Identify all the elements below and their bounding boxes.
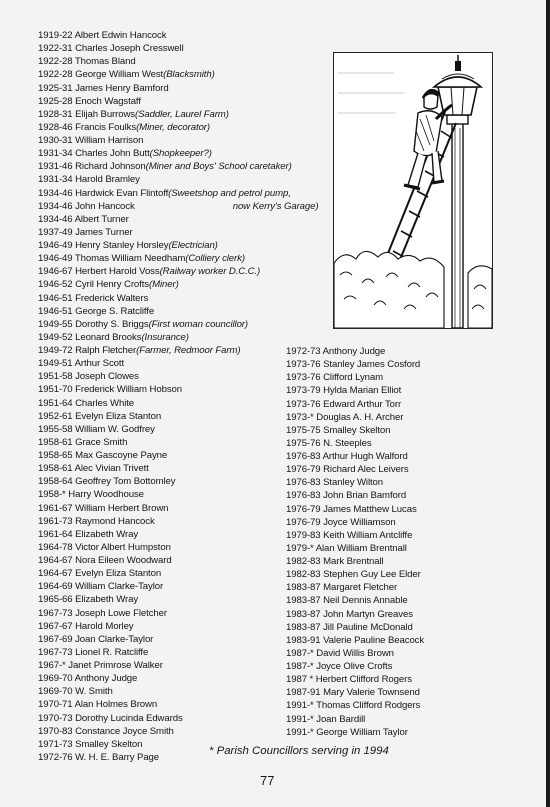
term-years: 1958-61: [38, 463, 73, 475]
councillor-name: Thomas Bland: [74, 56, 136, 68]
term-years: 1934-46: [38, 187, 73, 199]
lamplighter-illustration: [333, 52, 493, 329]
councillor-name: George William Taylor: [316, 726, 408, 738]
term-years: 1991-*: [286, 713, 314, 725]
councillor-name: Joseph Clowes: [75, 371, 139, 383]
councillor-name: Smalley Skelton: [75, 738, 143, 750]
councillor-name: Evelyn Eliza Stanton: [75, 568, 162, 580]
councillor-entry: [38, 567, 328, 580]
term-years: 1987-91: [286, 687, 321, 699]
councillor-name: Thomas William Needham: [74, 253, 186, 265]
councillor-name: Raymond Hancock: [75, 515, 155, 527]
term-years: 1973-76: [286, 372, 321, 384]
councillor-name: Victor Albert Humpston: [75, 541, 171, 553]
councillor-name: Ralph Fletcher: [75, 345, 137, 356]
councillor-entry: [286, 621, 536, 634]
councillor-entry: [286, 529, 536, 542]
councillor-entry: [38, 502, 328, 515]
councillor-entry: [38, 68, 328, 81]
occupation-note: (Sweetshop and petrol pump,: [168, 187, 291, 199]
occupation-note: (Railway worker D.C.C.): [159, 266, 261, 278]
councillor-entry: [38, 397, 328, 410]
term-years: 1976-79: [286, 516, 321, 528]
councillor-entry: [38, 725, 328, 738]
councillor-entry: [38, 134, 328, 147]
councillor-name: Jill Pauline McDonald: [323, 621, 413, 633]
term-years: 1930-31: [38, 135, 73, 146]
councillor-name: Henry Stanley Horsley: [75, 240, 169, 251]
councillor-name: Valerie Pauline Beacock: [323, 634, 425, 646]
councillor-name: Stanley James Cosford: [323, 359, 421, 371]
councillor-entry: [286, 542, 536, 555]
councillor-name: Joyce Olive Crofts: [316, 661, 393, 672]
councillor-entry: [286, 555, 536, 568]
councillor-name: Stephen Guy Lee Elder: [323, 569, 421, 581]
councillor-list-left: [38, 29, 328, 764]
councillor-name: Mary Valerie Townsend: [323, 687, 420, 699]
councillor-name: John Brian Bamford: [323, 490, 407, 502]
councillor-name: Stanley Wilton: [323, 477, 384, 489]
page-number: 77: [260, 773, 275, 788]
councillor-entry: [38, 633, 328, 646]
term-years: 1958-64: [38, 476, 73, 488]
term-years: 1979-83: [286, 529, 321, 541]
term-years: 1976-83: [286, 451, 321, 462]
term-years: 1951-58: [38, 371, 73, 383]
councillor-entry: [286, 463, 536, 476]
lamplighter-on-ladder-icon: [334, 53, 492, 328]
councillor-entry: [38, 580, 328, 593]
councillor-entry: [38, 82, 328, 95]
term-years: 1964-69: [38, 581, 73, 593]
term-years: 1975-76: [286, 437, 321, 449]
councillor-name: William Herbert Brown: [75, 502, 169, 514]
councillor-name: Joan Clarke-Taylor: [75, 633, 154, 645]
councillor-name: Dorothy Lucinda Edwards: [75, 712, 183, 724]
term-years: 1949-52: [38, 331, 73, 343]
councillor-name: Max Gascoyne Payne: [75, 450, 168, 461]
occupation-note: (Shopkeeper?): [149, 148, 212, 160]
term-years: 1949-55: [38, 318, 73, 330]
councillor-entry: [38, 698, 328, 711]
term-years: 1973-*: [286, 411, 314, 423]
councillor-name: Smalley Skelton: [323, 424, 391, 436]
councillor-name: Janet Primrose Walker: [68, 660, 163, 671]
councillor-name: David Willis Brown: [316, 647, 394, 659]
councillor-entry: [286, 594, 536, 607]
councillor-name: Albert Turner: [74, 213, 129, 225]
term-years: 1970-83: [38, 725, 73, 737]
councillor-name: Nora Eileen Woodward: [75, 555, 172, 566]
term-years: 1983-91: [286, 634, 321, 646]
councillor-name: Richard Alec Leivers: [323, 464, 409, 476]
term-years: 1973-79: [286, 385, 321, 397]
term-years: 1975-75: [286, 424, 321, 436]
councillor-entry: [38, 29, 328, 42]
term-years: 1967-73: [38, 607, 73, 619]
term-years: 1931-34: [38, 174, 73, 186]
councillor-entry: [286, 581, 536, 594]
term-years: 1970-71: [38, 699, 73, 711]
term-years: 1931-46: [38, 161, 73, 173]
councillor-entry: [286, 411, 536, 424]
term-years: 1967-*: [38, 660, 66, 671]
term-years: 1925-31: [38, 82, 73, 94]
councillor-entry: [38, 593, 328, 606]
councillor-entry: [38, 278, 328, 291]
term-years: 1937-49: [38, 226, 73, 238]
councillor-name: Alan William Brentnall: [315, 542, 407, 554]
councillor-entry: [286, 384, 536, 397]
councillor-entry: [38, 383, 328, 396]
councillor-name: N. Steeples: [323, 437, 372, 449]
councillor-name: W. Smith: [75, 686, 113, 698]
term-years: 1925-28: [38, 95, 73, 107]
councillor-entry: [286, 568, 536, 581]
councillor-entry: [38, 410, 328, 423]
page-edge-shadow: [546, 0, 550, 807]
councillor-entry: [38, 160, 328, 173]
term-years: 1982-83: [286, 556, 321, 567]
councillor-entry: [38, 712, 328, 725]
councillor-entry: [286, 673, 536, 686]
councillor-name: Anthony Judge: [74, 673, 138, 685]
councillor-name: Elijah Burrows: [75, 108, 136, 120]
term-years: 1946-49: [38, 240, 73, 251]
occupation-note: (Insurance): [141, 331, 189, 343]
councillor-entry: [38, 173, 328, 186]
occupation-note: (Saddler, Laurel Farm): [135, 108, 229, 120]
councillor-name: Mark Brentnall: [323, 556, 384, 567]
term-years: 1976-79: [286, 464, 321, 476]
term-years: 1964-67: [38, 568, 73, 580]
councillor-entry: [38, 541, 328, 554]
councillor-entry: [38, 672, 328, 685]
term-years: 1961-73: [38, 515, 73, 527]
term-years: 1973-76: [286, 359, 321, 371]
councillor-entry: [38, 331, 328, 344]
councillor-entry: [286, 398, 536, 411]
councillor-name: Charles John Butt: [75, 148, 150, 160]
term-years: 1951-64: [38, 397, 73, 409]
councillor-name: Lionel R. Ratcliffe: [75, 646, 149, 658]
councillor-name: William Harrison: [75, 135, 144, 146]
councillor-entry: [38, 213, 328, 226]
councillor-entry: [38, 239, 328, 252]
councillor-name: Grace Smith: [75, 436, 128, 448]
term-years: 1946-51: [38, 305, 73, 317]
councillor-name: Neil Dennis Annable: [323, 595, 408, 607]
occupation-note: (Miner): [149, 279, 179, 291]
councillor-entry: [286, 647, 536, 660]
councillor-entry: [38, 685, 328, 698]
term-years: 1946-52: [38, 279, 73, 291]
councillor-entry: [38, 121, 328, 134]
councillor-name: Albert Edwin Hancock: [74, 30, 167, 41]
term-years: 1979-*: [286, 542, 314, 554]
councillor-name: Francis Foulks: [75, 121, 137, 133]
term-years: 1961-64: [38, 528, 73, 540]
councillor-name: Margaret Fletcher: [323, 582, 398, 594]
term-years: 1955-58: [38, 423, 73, 435]
councillor-entry: [38, 449, 328, 462]
councillor-name: Charles Joseph Cresswell: [75, 43, 184, 55]
term-years: 1922-31: [38, 43, 73, 55]
councillor-entry: [286, 476, 536, 489]
term-years: 1976-83: [286, 477, 321, 489]
term-years: 1987-*: [286, 661, 314, 672]
term-years: 1969-70: [38, 686, 73, 698]
councillor-name: Geoffrey Tom Bottomley: [75, 476, 176, 488]
councillor-name: Elizabeth Wray: [75, 594, 139, 606]
councillor-entry: [38, 147, 328, 160]
term-years: 1971-73: [38, 738, 73, 750]
councillor-name: Hardwick Evan Flintoff: [75, 187, 169, 199]
councillor-entry: [38, 462, 328, 475]
councillor-entry: [38, 42, 328, 55]
councillor-name: Enoch Wagstaff: [75, 95, 141, 107]
councillor-entry: [38, 200, 328, 213]
term-years: 1919-22: [38, 30, 73, 41]
term-years: 1958-65: [38, 450, 73, 461]
term-years: 1934-46: [38, 200, 73, 212]
councillor-entry: [38, 659, 328, 672]
councillor-entry: [38, 252, 328, 265]
term-years: 1976-83: [286, 490, 321, 502]
councillor-entry: [286, 503, 536, 516]
term-years: 1991-*: [286, 726, 314, 738]
councillor-entry: [38, 488, 328, 501]
councillor-name: James Turner: [75, 226, 133, 238]
term-years: 1951-70: [38, 384, 73, 396]
councillor-entry: [38, 318, 328, 331]
councillor-name: Thomas Clifford Rodgers: [316, 700, 421, 712]
councillor-name: Constance Joyce Smith: [75, 725, 174, 737]
councillor-name: Harry Woodhouse: [68, 489, 144, 501]
councillor-name: Herbert Clifford Rogers: [315, 674, 412, 686]
term-years: 1976-79: [286, 503, 321, 515]
councillor-name: Arthur Scott: [74, 358, 125, 370]
term-years: 1973-76: [286, 398, 321, 410]
term-years: 1965-66: [38, 594, 73, 606]
term-years: 1987-*: [286, 647, 314, 659]
councillor-entry: [38, 423, 328, 436]
councillor-entry: [38, 305, 328, 318]
councillor-name: Clifford Lynam: [323, 372, 384, 384]
term-years: 1949-51: [38, 358, 73, 370]
occupation-note: (Miner and Boys' School caretaker): [145, 161, 292, 173]
term-years: 1931-34: [38, 148, 73, 160]
term-years: 1972-73: [286, 346, 321, 357]
term-years: 1983-87: [286, 595, 321, 607]
councillor-entry: [38, 436, 328, 449]
councillor-name: Joyce Williamson: [323, 516, 396, 528]
councillor-name: Joseph Lowe Fletcher: [75, 607, 167, 619]
councillor-entry: [38, 357, 328, 370]
councillor-entry: [286, 371, 536, 384]
term-years: 1983-87: [286, 608, 321, 620]
councillor-name: Charles White: [75, 397, 135, 409]
term-years: 1967-69: [38, 633, 73, 645]
councillor-name: Arthur Hugh Walford: [322, 451, 408, 462]
occupation-note: (Blacksmith): [163, 69, 215, 81]
term-years: 1928-31: [38, 108, 73, 120]
councillor-name: Joan Bardill: [316, 713, 366, 725]
councillor-entry: [286, 660, 536, 673]
councillor-name: Harold Bramley: [75, 174, 140, 186]
councillor-name: Harold Morley: [75, 620, 134, 632]
councillor-name: John Martyn Greaves: [323, 608, 413, 620]
councillor-entry: [38, 226, 328, 239]
term-years: 1964-78: [38, 541, 73, 553]
term-years: 1928-46: [38, 121, 73, 133]
term-years: 1967-73: [38, 646, 73, 658]
councillor-name: Evelyn Eliza Stanton: [75, 410, 162, 422]
councillor-entry: [38, 95, 328, 108]
councillor-name: Alec Vivian Trivett: [74, 463, 149, 475]
councillor-name: Alan Holmes Brown: [74, 699, 158, 711]
term-years: 1958-*: [38, 489, 66, 501]
councillor-name: Frederick William Hobson: [75, 384, 182, 396]
councillor-entry: [38, 108, 328, 121]
councillor-entry: [38, 554, 328, 567]
councillor-name: Elizabeth Wray: [75, 528, 139, 540]
councillor-entry: [38, 620, 328, 633]
councillor-entry: [286, 634, 536, 647]
term-years: 1983-87: [286, 582, 321, 594]
term-years: 1972-76: [38, 751, 73, 763]
councillor-name: Cyril Henry Crofts: [75, 279, 149, 291]
councillor-entry: [38, 646, 328, 659]
councillor-entry: [38, 292, 328, 305]
councillor-entry: [286, 713, 536, 726]
term-years: 1991-*: [286, 700, 314, 712]
councillor-name: George William West: [75, 69, 164, 81]
councillor-entry: [286, 358, 536, 371]
councillor-name: Hylda Marian Elliot: [323, 385, 402, 397]
occupation-note: now Kerry's Garage): [232, 200, 319, 212]
councillor-name: Douglas A. H. Archer: [316, 411, 404, 423]
councillor-name: William W. Godfrey: [75, 423, 155, 435]
councillor-name: James Henry Bamford: [75, 82, 169, 94]
councillor-name: Dorothy S. Briggs: [75, 318, 149, 330]
councillor-entry: [286, 345, 536, 358]
term-years: 1969-70: [38, 673, 73, 685]
term-years: 1934-46: [38, 213, 73, 225]
councillor-entry: [286, 726, 536, 739]
term-years: 1946-67: [38, 266, 73, 278]
term-years: 1967-67: [38, 620, 73, 632]
councillor-name: Edward Arthur Torr: [323, 398, 402, 410]
councillor-name: Herbert Harold Voss: [75, 266, 160, 278]
councillor-entry: [286, 699, 536, 712]
councillor-name: Frederick Walters: [75, 292, 149, 304]
councillor-entry: [38, 528, 328, 541]
councillor-entry: [286, 516, 536, 529]
term-years: 1987 *: [286, 674, 314, 686]
councillor-name: William Clarke-Taylor: [75, 581, 164, 593]
term-years: 1983-87: [286, 621, 321, 633]
councillor-entry: [38, 187, 328, 200]
councillor-entry: [286, 608, 536, 621]
occupation-note: (Miner, decorator): [136, 121, 210, 133]
councillor-entry: [38, 475, 328, 488]
councillor-name: Leonard Brooks: [75, 331, 142, 343]
councillor-entry: [38, 370, 328, 383]
councillor-entry: [286, 437, 536, 450]
councillor-name: Richard Johnson: [75, 161, 146, 173]
term-years: 1964-67: [38, 555, 73, 566]
term-years: 1958-61: [38, 436, 73, 448]
councillor-entry: [38, 515, 328, 528]
councillor-entry: [286, 489, 536, 502]
term-years: 1961-67: [38, 502, 73, 514]
councillor-name: Keith William Antcliffe: [323, 529, 413, 541]
councillor-name: John Hancock: [75, 200, 135, 212]
councillor-entry: [38, 265, 328, 278]
occupation-note: (Colliery clerk): [185, 253, 245, 265]
councillor-name: W. H. E. Barry Page: [75, 751, 160, 763]
footnote: * Parish Councillors serving in 1994: [209, 745, 389, 757]
term-years: 1970-73: [38, 712, 73, 724]
councillor-entry: [286, 686, 536, 699]
councillor-name: Anthony Judge: [322, 346, 386, 357]
term-years: 1922-28: [38, 56, 73, 68]
occupation-note: (Electrician): [168, 240, 218, 251]
councillor-name: James Matthew Lucas: [323, 503, 417, 515]
councillor-name: George S. Ratcliffe: [75, 305, 155, 317]
term-years: 1949-72: [38, 345, 73, 356]
councillor-entry: [286, 450, 536, 463]
councillor-entry: [38, 607, 328, 620]
term-years: 1982-83: [286, 569, 321, 581]
councillor-entry: [38, 344, 328, 357]
term-years: 1946-49: [38, 253, 73, 265]
term-years: 1922-28: [38, 69, 73, 81]
councillor-list-right: [286, 345, 536, 739]
occupation-note: (Farmer, Redmoor Farm): [136, 345, 241, 356]
term-years: 1952-61: [38, 410, 73, 422]
occupation-note: (First woman councillor): [148, 318, 248, 330]
councillor-entry: [286, 424, 536, 437]
term-years: 1946-51: [38, 292, 73, 304]
councillor-entry: [38, 55, 328, 68]
